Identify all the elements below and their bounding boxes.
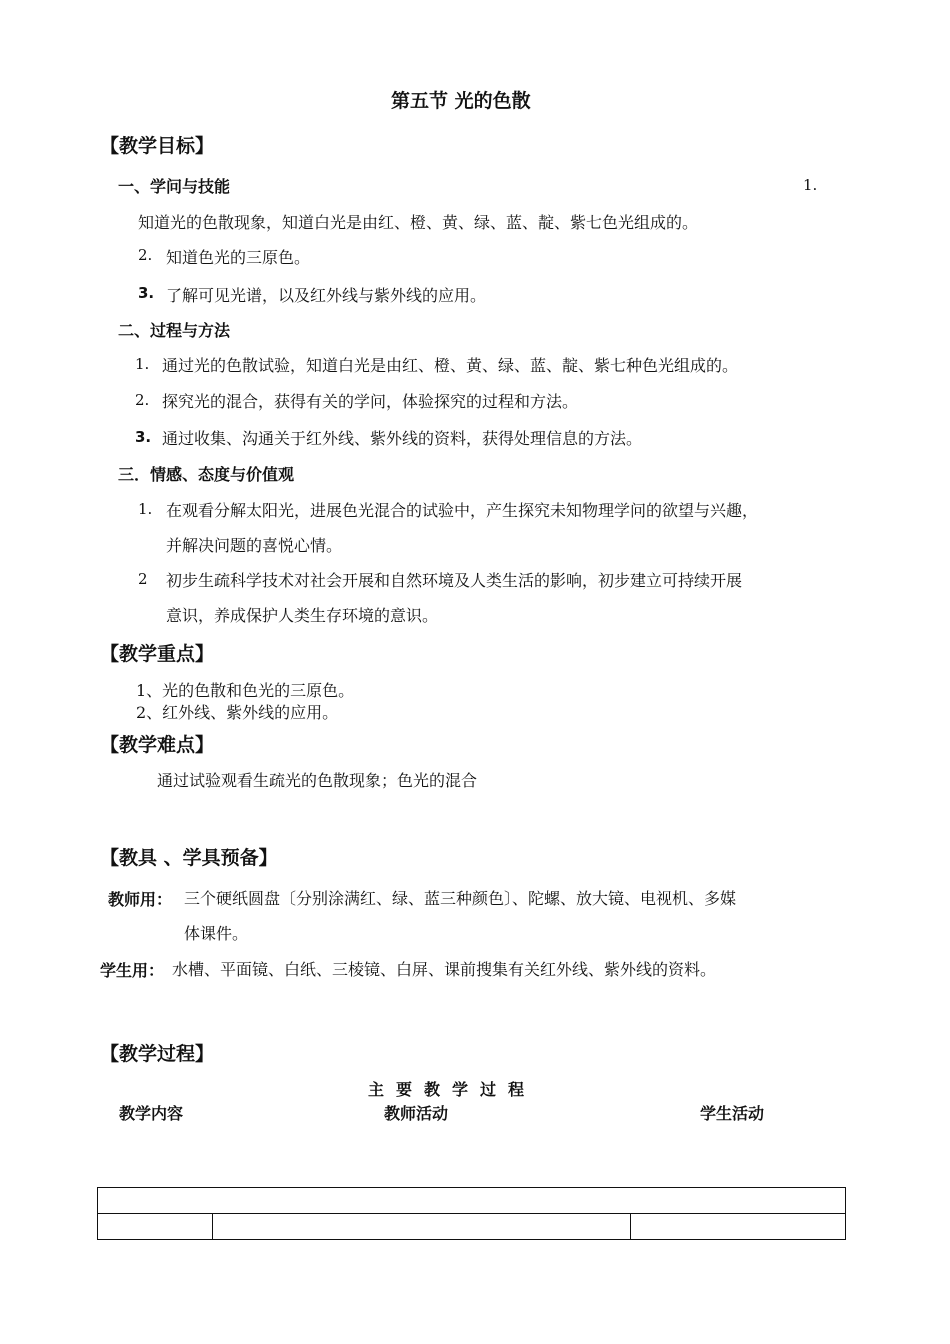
teaching-process-heading: 【教学过程】 [100,1043,215,1065]
knowledge-item-2: 知道色光的三原色。 [166,248,311,267]
knowledge-item-3: 了解可见光谱，以及红外线与紫外线的应用。 [166,286,487,305]
key-points-heading: 【教学重点】 [100,643,215,665]
table-cell [98,1188,846,1214]
difficulties-heading: 【教学难点】 [100,734,215,756]
process-item-2-number: 2. [135,391,150,409]
table-cell [98,1214,213,1240]
column-header-student: 学生活动 [700,1104,765,1123]
table-cell [213,1214,631,1240]
emotion-item-1-line-1: 在观看分解太阳光，进展色光混合的试验中，产生探究未知物理学问的欲望与兴趣， [166,501,759,520]
key-point-2: 2、红外线、紫外线的应用。 [136,703,339,722]
teacher-materials-line-2: 体课件。 [184,924,249,943]
table-row [98,1188,846,1214]
objectives-heading: 【教学目标】 [100,135,215,157]
process-item-3: 通过收集、沟通关于红外线、紫外线的资料，获得处理信息的方法。 [162,429,643,448]
column-header-teacher: 教师活动 [384,1104,449,1123]
emotion-item-2-line-2: 意识，养成保护人类生存环境的意识。 [166,606,439,625]
difficulties-text: 通过试验观看生疏光的色散现象；色光的混合 [157,771,478,790]
emotion-item-1-line-2: 并解决问题的喜悦心情。 [166,536,343,555]
teacher-materials-line-1: 三个硬纸圆盘〔分别涂满红、绿、蓝三种颜色〕、陀螺、放大镜、电视机、多媒 [184,889,737,908]
student-materials-label: 学生用： [100,961,165,980]
table-title: 主要教学过程 [368,1080,537,1099]
knowledge-item-2-number: 2. [138,246,153,264]
trailing-item-number: 1. [803,176,818,194]
materials-heading: 【教具 、学具预备】 [100,847,278,869]
teacher-materials-label: 教师用： [108,890,173,909]
table-row [98,1214,846,1240]
process-table [97,1187,846,1240]
knowledge-heading: 一、学问与技能 [118,177,231,196]
key-point-1: 1、光的色散和色光的三原色。 [136,681,355,700]
emotion-item-2-number: 2 [138,570,148,588]
page-title: 第五节 光的色散 [391,90,531,112]
table-cell [631,1214,846,1240]
knowledge-item-3-number: 3. [138,284,155,302]
knowledge-item-1: 知道光的色散现象，知道白光是由红、橙、黄、绿、蓝、靛、紫七色光组成的。 [138,213,699,232]
process-method-heading: 二、过程与方法 [118,321,231,340]
column-header-content: 教学内容 [119,1104,184,1123]
process-item-1: 通过光的色散试验，知道白光是由红、橙、黄、绿、蓝、靛、紫七种色光组成的。 [162,356,739,375]
emotion-heading: 三．情感、态度与价值观 [118,465,295,484]
process-item-2: 探究光的混合，获得有关的学问，体验探究的过程和方法。 [162,392,579,411]
student-materials-text: 水槽、平面镜、白纸、三棱镜、白屏、课前搜集有关红外线、紫外线的资料。 [172,960,717,979]
process-item-3-number: 3. [135,428,152,446]
emotion-item-2-line-1: 初步生疏科学技术对社会开展和自然环境及人类生活的影响，初步建立可持续开展 [166,571,743,590]
process-item-1-number: 1. [135,355,150,373]
emotion-item-1-number: 1. [138,500,153,518]
